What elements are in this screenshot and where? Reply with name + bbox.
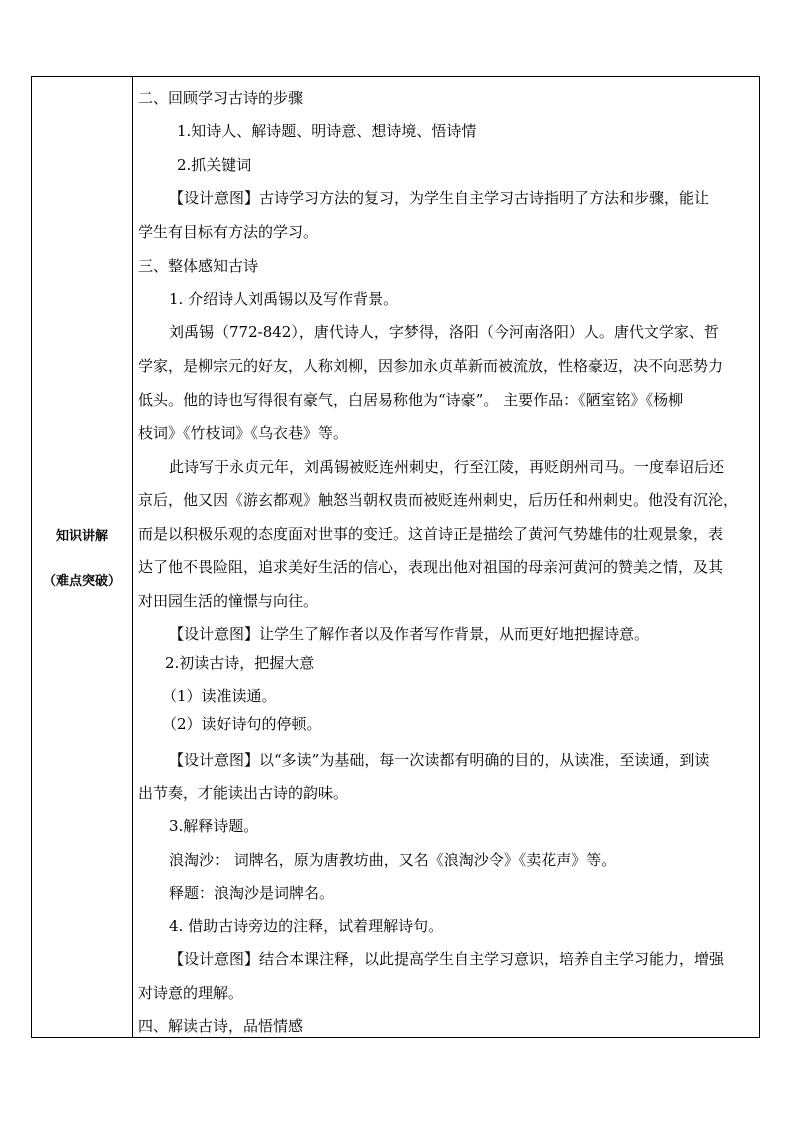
paragraph-line: 4. 借助古诗旁边的注释，试着理解诗句。 <box>169 917 444 935</box>
paragraph-line: 对诗意的理解。 <box>138 984 244 1002</box>
heading-interpret-poem: 四、解读古诗，品悟情感 <box>138 1017 304 1035</box>
paragraph-line: 1.知诗人、解诗题、明诗意、想诗境、悟诗情 <box>177 122 477 140</box>
design-intent-line: 【设计意图】结合本课注释，以此提高学生自主学习意识，培养自主学习能力，增强 <box>169 950 725 968</box>
paragraph-line: 学家，是柳宗元的好友，人称刘柳，因参加永贞革新而被流放，性格豪迈，决不向恶势力 <box>138 357 724 375</box>
paragraph-line: 浪淘沙： 词牌名，原为唐教坊曲，又名《浪淘沙令》《卖花声》等。 <box>169 851 617 869</box>
lesson-table <box>31 76 760 1038</box>
section-label-title: 知识讲解 <box>55 529 108 544</box>
section-label-subtitle: （难点突破） <box>42 574 121 589</box>
paragraph-line: 对田园生活的憧憬与向往。 <box>138 592 319 610</box>
paragraph-line: 此诗写于永贞元年，刘禹锡被贬连州刺史，行至江陵，再贬朗州司马。一度奉诏后还 <box>169 458 725 476</box>
design-intent-line: 【设计意图】古诗学习方法的复习，为学生自主学习古诗指明了方法和步骤，能让 <box>169 189 710 207</box>
paragraph-line: 而是以积极乐观的态度面对世事的变迁。这首诗正是描绘了黄河气势雄伟的壮观景象，表 <box>138 525 724 543</box>
paragraph-line: 1. 介绍诗人刘禹锡以及写作背景。 <box>169 290 399 308</box>
paragraph-line: 3.解释诗题。 <box>169 817 259 835</box>
design-intent-line: 【设计意图】以“多读”为基础，每一次读都有明确的目的，从读准，至读通，到读 <box>169 751 710 769</box>
paragraph-line: 枝词》《竹枝词》《乌衣巷》等。 <box>138 424 349 442</box>
paragraph-line: （1）读准读通。 <box>162 687 277 705</box>
paragraph-line: 2.初读古诗，把握大意 <box>165 654 315 672</box>
paragraph-line: 刘禹锡（772-842），唐代诗人，字梦得，洛阳（今河南洛阳）人。唐代文学家、哲 <box>169 323 719 341</box>
section-label-cell <box>32 77 133 1037</box>
heading-overall-perception: 三、整体感知古诗 <box>138 257 259 275</box>
paragraph-line: 达了他不畏险阻，追求美好生活的信心，表现出他对祖国的母亲河黄河的赞美之情，及其 <box>138 558 724 576</box>
paragraph-line: 出节奏，才能读出古诗的韵味。 <box>138 784 349 802</box>
paragraph-line: 低头。他的诗也写得很有豪气，白居易称他为“诗豪”。 主要作品：《陋室铭》《杨柳 <box>138 391 684 409</box>
content-cell <box>135 77 759 1037</box>
design-intent-line: 【设计意图】让学生了解作者以及作者写作背景，从而更好地把握诗意。 <box>169 625 650 643</box>
paragraph-line: 京后，他又因《游玄都观》触怒当朝权贵而被贬连州刺史，后历任和州刺史。他没有沉沦， <box>138 491 739 509</box>
heading-review-steps: 二、回顾学习古诗的步骤 <box>138 89 304 107</box>
paragraph-line: （2）读好诗句的停顿。 <box>162 715 322 733</box>
paragraph-line: 2.抓关键词 <box>177 156 252 174</box>
paragraph-line: 释题：浪淘沙是词牌名。 <box>169 884 335 902</box>
paragraph-line: 学生有目标有方法的学习。 <box>138 223 319 241</box>
